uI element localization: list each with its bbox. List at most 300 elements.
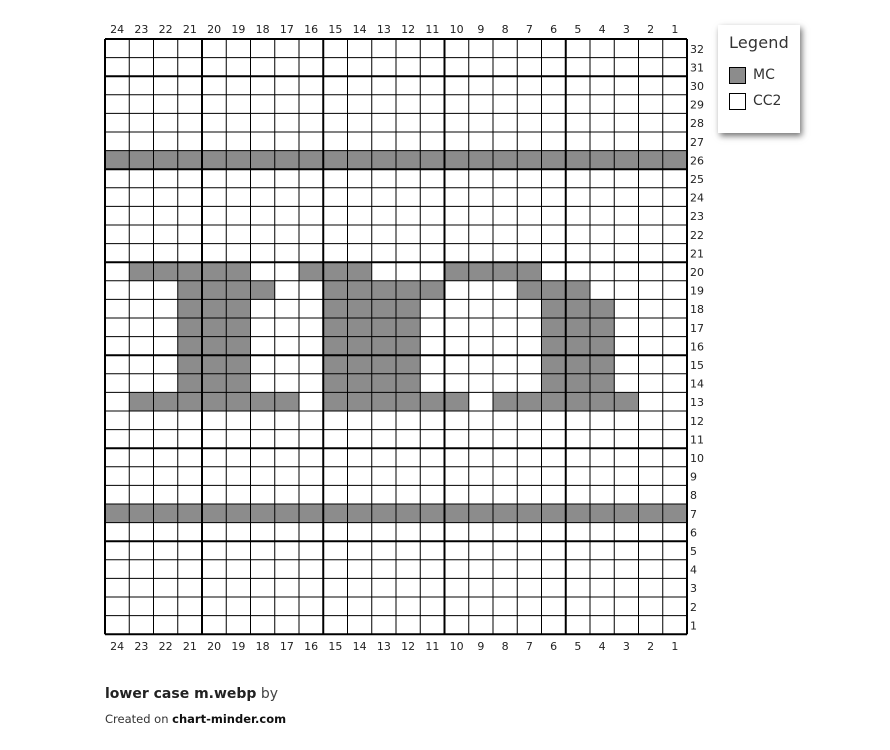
col-label-top: 17 [279,23,294,36]
cell-r31-c21 [178,58,202,77]
cell-r3-c23 [129,578,153,597]
col-label-top: 1 [671,23,679,36]
cell-r17-c8 [493,318,517,337]
cell-r22-c23 [129,225,153,244]
cell-r30-c8 [493,76,517,95]
cell-r27-c6 [542,132,566,151]
cell-r16-c24 [105,337,129,356]
cell-r17-c15 [323,318,347,337]
cell-r9-c16 [299,467,323,486]
cell-r30-c12 [396,76,420,95]
cell-r4-c16 [299,560,323,579]
cell-r12-c6 [542,411,566,430]
cell-r6-c9 [469,523,493,542]
cell-r15-c3 [614,355,638,374]
cell-r12-c20 [202,411,226,430]
cell-r26-c8 [493,151,517,170]
cell-r3-c1 [663,578,687,597]
cell-r3-c11 [420,578,444,597]
cell-r17-c7 [517,318,541,337]
cell-r14-c10 [445,374,469,393]
cell-r31-c13 [372,58,396,77]
cell-r29-c8 [493,95,517,114]
cell-r17-c4 [590,318,614,337]
cell-r31-c1 [663,58,687,77]
cell-r16-c8 [493,337,517,356]
cell-r21-c4 [590,244,614,263]
cell-r17-c5 [566,318,590,337]
cell-r4-c5 [566,560,590,579]
cell-r6-c15 [323,523,347,542]
cell-r11-c19 [226,430,250,449]
cell-r24-c20 [202,188,226,207]
cell-r24-c2 [639,188,663,207]
cell-r18-c1 [663,299,687,318]
cell-r8-c11 [420,485,444,504]
cell-r28-c21 [178,113,202,132]
cell-r22-c18 [251,225,275,244]
cell-r16-c19 [226,337,250,356]
cell-r19-c13 [372,281,396,300]
cell-r2-c19 [226,597,250,616]
cell-r18-c4 [590,299,614,318]
cell-r16-c20 [202,337,226,356]
cell-r4-c19 [226,560,250,579]
cell-r17-c12 [396,318,420,337]
cell-r16-c7 [517,337,541,356]
cell-r30-c24 [105,76,129,95]
cell-r9-c8 [493,467,517,486]
cell-r29-c17 [275,95,299,114]
cell-r10-c1 [663,448,687,467]
cell-r17-c17 [275,318,299,337]
cell-r31-c23 [129,58,153,77]
cell-r21-c10 [445,244,469,263]
row-label: 25 [690,173,704,186]
cell-r6-c24 [105,523,129,542]
cell-r32-c7 [517,39,541,58]
cell-r28-c20 [202,113,226,132]
cell-r3-c16 [299,578,323,597]
cell-r19-c16 [299,281,323,300]
cell-r15-c17 [275,355,299,374]
cell-r16-c4 [590,337,614,356]
cell-r13-c14 [348,392,372,411]
cell-r7-c18 [251,504,275,523]
cell-r24-c1 [663,188,687,207]
cell-r3-c15 [323,578,347,597]
row-label: 1 [690,619,697,633]
cell-r32-c13 [372,39,396,58]
cell-r19-c7 [517,281,541,300]
cell-r28-c24 [105,113,129,132]
cell-r23-c11 [420,206,444,225]
cell-r30-c2 [639,76,663,95]
cell-r32-c8 [493,39,517,58]
col-label-top: 15 [328,23,343,36]
cell-r1-c21 [178,616,202,635]
cell-r25-c23 [129,169,153,188]
row-label: 32 [690,42,704,56]
cell-r11-c24 [105,430,129,449]
cell-r32-c20 [202,39,226,58]
cell-r26-c19 [226,151,250,170]
cell-r2-c3 [614,597,638,616]
cell-r1-c7 [517,616,541,635]
cell-r14-c9 [469,374,493,393]
cell-r28-c16 [299,113,323,132]
cell-r2-c21 [178,597,202,616]
cell-r14-c5 [566,374,590,393]
cell-r26-c13 [372,151,396,170]
cell-r23-c2 [639,206,663,225]
row-label: 16 [690,340,704,354]
cell-r15-c9 [469,355,493,374]
row-label: 4 [690,563,697,577]
row-label: 29 [690,98,704,112]
cell-r1-c5 [566,616,590,635]
cell-r32-c6 [542,39,566,58]
cell-r5-c8 [493,541,517,560]
cell-r17-c18 [251,318,275,337]
cell-r7-c20 [202,504,226,523]
cell-r23-c15 [323,206,347,225]
cell-r26-c24 [105,151,129,170]
cell-r1-c1 [663,616,687,635]
cell-r19-c15 [323,281,347,300]
cell-r18-c10 [445,299,469,318]
cell-r4-c7 [517,560,541,579]
cell-r26-c9 [469,151,493,170]
cell-r3-c20 [202,578,226,597]
cell-r5-c3 [614,541,638,560]
cell-r32-c9 [469,39,493,58]
cell-r23-c16 [299,206,323,225]
cell-r29-c16 [299,95,323,114]
cell-r4-c20 [202,560,226,579]
cell-r17-c14 [348,318,372,337]
cell-r16-c10 [445,337,469,356]
cell-r7-c13 [372,504,396,523]
cell-r9-c7 [517,467,541,486]
cell-r30-c21 [178,76,202,95]
cell-r32-c14 [348,39,372,58]
cell-r22-c17 [275,225,299,244]
cell-r7-c1 [663,504,687,523]
cell-r25-c19 [226,169,250,188]
cell-r26-c16 [299,151,323,170]
cell-r18-c22 [154,299,178,318]
cell-r5-c16 [299,541,323,560]
col-label-bottom: 7 [525,640,533,654]
cell-r12-c14 [348,411,372,430]
cell-r7-c19 [226,504,250,523]
cell-r19-c2 [639,281,663,300]
col-label-top: 23 [134,23,149,36]
cell-r27-c13 [372,132,396,151]
cell-r22-c16 [299,225,323,244]
cell-r30-c19 [226,76,250,95]
cell-r24-c10 [445,188,469,207]
cell-r15-c12 [396,355,420,374]
cell-r14-c14 [348,374,372,393]
legend [718,25,800,133]
cell-r22-c4 [590,225,614,244]
cell-r11-c8 [493,430,517,449]
cell-r21-c2 [639,244,663,263]
cell-r28-c14 [348,113,372,132]
row-label: 30 [690,80,704,93]
cell-r28-c8 [493,113,517,132]
cell-r19-c4 [590,281,614,300]
cell-r13-c21 [178,392,202,411]
cell-r25-c5 [566,169,590,188]
cell-r29-c3 [614,95,638,114]
cell-r21-c6 [542,244,566,263]
cell-r22-c8 [493,225,517,244]
cell-r30-c23 [129,76,153,95]
cell-r13-c12 [396,392,420,411]
cell-r24-c11 [420,188,444,207]
col-label-bottom: 4 [598,640,606,654]
cell-r6-c11 [420,523,444,542]
cell-r3-c9 [469,578,493,597]
col-label-bottom: 9 [477,640,485,654]
cell-r10-c21 [178,448,202,467]
cell-r26-c17 [275,151,299,170]
cell-r13-c17 [275,392,299,411]
cell-r25-c8 [493,169,517,188]
cell-r15-c20 [202,355,226,374]
cell-r23-c12 [396,206,420,225]
cell-r12-c5 [566,411,590,430]
cell-r20-c9 [469,262,493,281]
cell-r12-c4 [590,411,614,430]
cell-r10-c24 [105,448,129,467]
cell-r25-c15 [323,169,347,188]
cell-r1-c10 [445,616,469,635]
cell-r19-c21 [178,281,202,300]
cell-r10-c23 [129,448,153,467]
cell-r28-c1 [663,113,687,132]
cell-r18-c15 [323,299,347,318]
cell-r29-c19 [226,95,250,114]
cell-r28-c22 [154,113,178,132]
cell-r4-c18 [251,560,275,579]
cell-r6-c5 [566,523,590,542]
cell-r26-c10 [445,151,469,170]
cell-r25-c3 [614,169,638,188]
cell-r10-c17 [275,448,299,467]
cell-r1-c4 [590,616,614,635]
cell-r23-c8 [493,206,517,225]
cell-r17-c19 [226,318,250,337]
cell-r25-c6 [542,169,566,188]
cell-r20-c6 [542,262,566,281]
cell-r6-c10 [445,523,469,542]
cell-r13-c16 [299,392,323,411]
cell-r3-c24 [105,578,129,597]
cell-r19-c20 [202,281,226,300]
cell-r25-c20 [202,169,226,188]
cell-r9-c20 [202,467,226,486]
cell-r21-c5 [566,244,590,263]
cell-r16-c13 [372,337,396,356]
cell-r21-c24 [105,244,129,263]
cell-r29-c22 [154,95,178,114]
cell-r9-c9 [469,467,493,486]
cell-r22-c15 [323,225,347,244]
cell-r13-c11 [420,392,444,411]
cell-r20-c10 [445,262,469,281]
cell-r18-c6 [542,299,566,318]
cell-r16-c14 [348,337,372,356]
cell-r5-c21 [178,541,202,560]
cell-r5-c20 [202,541,226,560]
cell-r25-c7 [517,169,541,188]
cell-r1-c8 [493,616,517,635]
cell-r4-c3 [614,560,638,579]
cell-r27-c10 [445,132,469,151]
cell-r11-c21 [178,430,202,449]
cell-r30-c13 [372,76,396,95]
cell-r23-c19 [226,206,250,225]
cell-r1-c20 [202,616,226,635]
cell-r30-c14 [348,76,372,95]
cell-r4-c23 [129,560,153,579]
cell-r27-c8 [493,132,517,151]
cell-r28-c11 [420,113,444,132]
cell-r24-c16 [299,188,323,207]
cell-r3-c3 [614,578,638,597]
cell-r18-c8 [493,299,517,318]
cell-r32-c1 [663,39,687,58]
cell-r6-c2 [639,523,663,542]
cell-r17-c16 [299,318,323,337]
cell-r9-c14 [348,467,372,486]
cell-r16-c3 [614,337,638,356]
cell-r28-c19 [226,113,250,132]
cell-r5-c4 [590,541,614,560]
cell-r2-c4 [590,597,614,616]
cell-r23-c10 [445,206,469,225]
cell-r14-c22 [154,374,178,393]
col-label-bottom: 23 [134,640,149,654]
cell-r14-c12 [396,374,420,393]
cell-r14-c8 [493,374,517,393]
cell-r10-c13 [372,448,396,467]
created-on-prefix: Created on [105,712,169,726]
cell-r18-c9 [469,299,493,318]
cell-r14-c23 [129,374,153,393]
cell-r12-c10 [445,411,469,430]
cell-r29-c4 [590,95,614,114]
cell-r25-c18 [251,169,275,188]
cell-r26-c20 [202,151,226,170]
cell-r17-c20 [202,318,226,337]
cell-r32-c21 [178,39,202,58]
cell-r21-c20 [202,244,226,263]
cell-r2-c8 [493,597,517,616]
cell-r22-c3 [614,225,638,244]
cell-r1-c23 [129,616,153,635]
cell-r18-c20 [202,299,226,318]
cell-r5-c24 [105,541,129,560]
cell-r30-c9 [469,76,493,95]
cell-r30-c10 [445,76,469,95]
col-label-bottom: 5 [574,640,582,654]
cell-r25-c11 [420,169,444,188]
cell-r1-c6 [542,616,566,635]
cell-r28-c7 [517,113,541,132]
cell-r32-c17 [275,39,299,58]
cell-r24-c8 [493,188,517,207]
cell-r19-c9 [469,281,493,300]
cell-r10-c20 [202,448,226,467]
row-label: 14 [690,377,704,391]
cell-r11-c2 [639,430,663,449]
cell-r4-c11 [420,560,444,579]
cell-r18-c3 [614,299,638,318]
cell-r17-c13 [372,318,396,337]
row-label: 22 [690,228,704,242]
cell-r19-c17 [275,281,299,300]
cell-r9-c24 [105,467,129,486]
cell-r27-c4 [590,132,614,151]
cell-r30-c22 [154,76,178,95]
cell-r3-c17 [275,578,299,597]
cell-r18-c21 [178,299,202,318]
cell-r30-c5 [566,76,590,95]
cell-r30-c11 [420,76,444,95]
col-label-top: 5 [574,23,582,36]
cell-r14-c24 [105,374,129,393]
cell-r18-c24 [105,299,129,318]
cell-r8-c15 [323,485,347,504]
cell-r1-c2 [639,616,663,635]
site-link[interactable]: chart-minder.com [172,712,287,726]
cell-r10-c19 [226,448,250,467]
cell-r20-c16 [299,262,323,281]
col-label-bottom: 24 [110,640,125,654]
cell-r15-c16 [299,355,323,374]
cell-r12-c16 [299,411,323,430]
cell-r9-c22 [154,467,178,486]
row-label: 11 [690,433,704,447]
cell-r22-c2 [639,225,663,244]
cell-r6-c14 [348,523,372,542]
cell-r24-c13 [372,188,396,207]
cell-r31-c9 [469,58,493,77]
cell-r30-c16 [299,76,323,95]
cell-r10-c12 [396,448,420,467]
cell-r16-c22 [154,337,178,356]
cell-r5-c18 [251,541,275,560]
col-label-bottom: 10 [449,640,464,654]
cell-r24-c6 [542,188,566,207]
cell-r27-c20 [202,132,226,151]
cell-r15-c18 [251,355,275,374]
cell-r1-c19 [226,616,250,635]
cell-r30-c4 [590,76,614,95]
cell-r15-c19 [226,355,250,374]
cell-r24-c14 [348,188,372,207]
cell-r5-c14 [348,541,372,560]
cell-r28-c10 [445,113,469,132]
cell-r3-c21 [178,578,202,597]
cell-r20-c3 [614,262,638,281]
row-label: 8 [690,489,697,503]
